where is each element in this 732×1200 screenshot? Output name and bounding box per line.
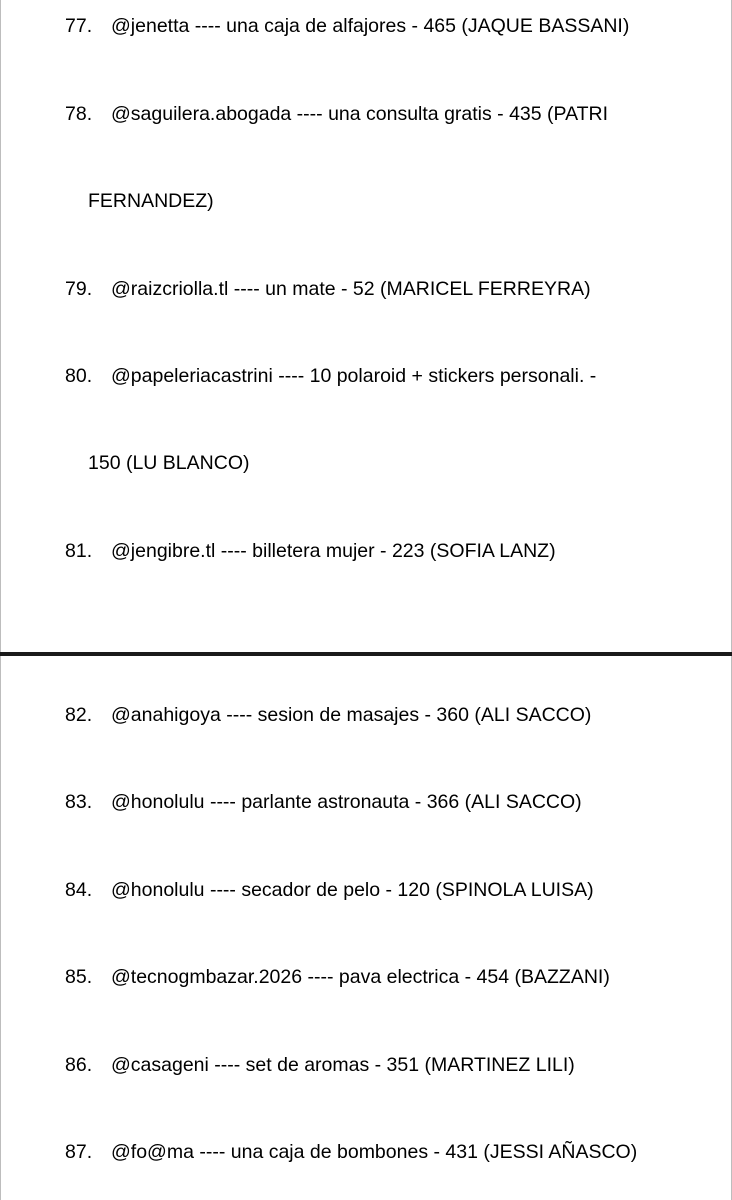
- document-page-bottom: [0, 656, 732, 1200]
- list-item-text: @fo@ma ---- una caja de bombones - 431 (JESSI AÑASCO): [111, 1141, 638, 1163]
- list-item-text: @papeleriacastrini ---- 10 polaroid + stickers personali. -: [111, 365, 597, 387]
- list-item-text: @jengibre.tl ---- billetera mujer - 223 (SOFIA LANZ): [111, 540, 556, 562]
- list-item-number: 81.: [65, 540, 93, 562]
- list-item-text: @jenetta ---- una caja de alfajores - 465 (JAQUE BASSANI): [111, 15, 630, 37]
- list-item-number: 87.: [65, 1141, 93, 1163]
- list-item-number: 78.: [65, 103, 93, 125]
- list-item-text: @honolulu ---- parlante astronauta - 366 (ALI SACCO): [111, 791, 582, 813]
- list-item-text: @raizcriolla.tl ---- un mate - 52 (MARICEL FERREYRA): [111, 278, 591, 300]
- list-item-number: 84.: [65, 879, 93, 901]
- list-item-number: 80.: [65, 365, 93, 387]
- list-item-number: 86.: [65, 1054, 93, 1076]
- list-item-number: 83.: [65, 791, 93, 813]
- list-item-text: @casageni ---- set de aromas - 351 (MARTINEZ LILI): [111, 1054, 575, 1076]
- list-item-text: @honolulu ---- secador de pelo - 120 (SPINOLA LUISA): [111, 879, 594, 901]
- list-item-text: @saguilera.abogada ---- una consulta gratis - 435 (PATRI: [111, 103, 609, 125]
- list-item-text: @tecnogmbazar.2026 ---- pava electrica - 454 (BAZZANI): [111, 966, 610, 988]
- list-item-number: 79.: [65, 278, 93, 300]
- list-item-number: 77.: [65, 15, 93, 37]
- list-item-text: @anahigoya ---- sesion de masajes - 360 (ALI SACCO): [111, 704, 592, 726]
- list-item-continuation-text: 150 (LU BLANCO): [88, 452, 250, 474]
- list-item-number: 85.: [65, 966, 93, 988]
- list-item-continuation-text: FERNANDEZ): [88, 190, 214, 212]
- list-item-number: 82.: [65, 704, 93, 726]
